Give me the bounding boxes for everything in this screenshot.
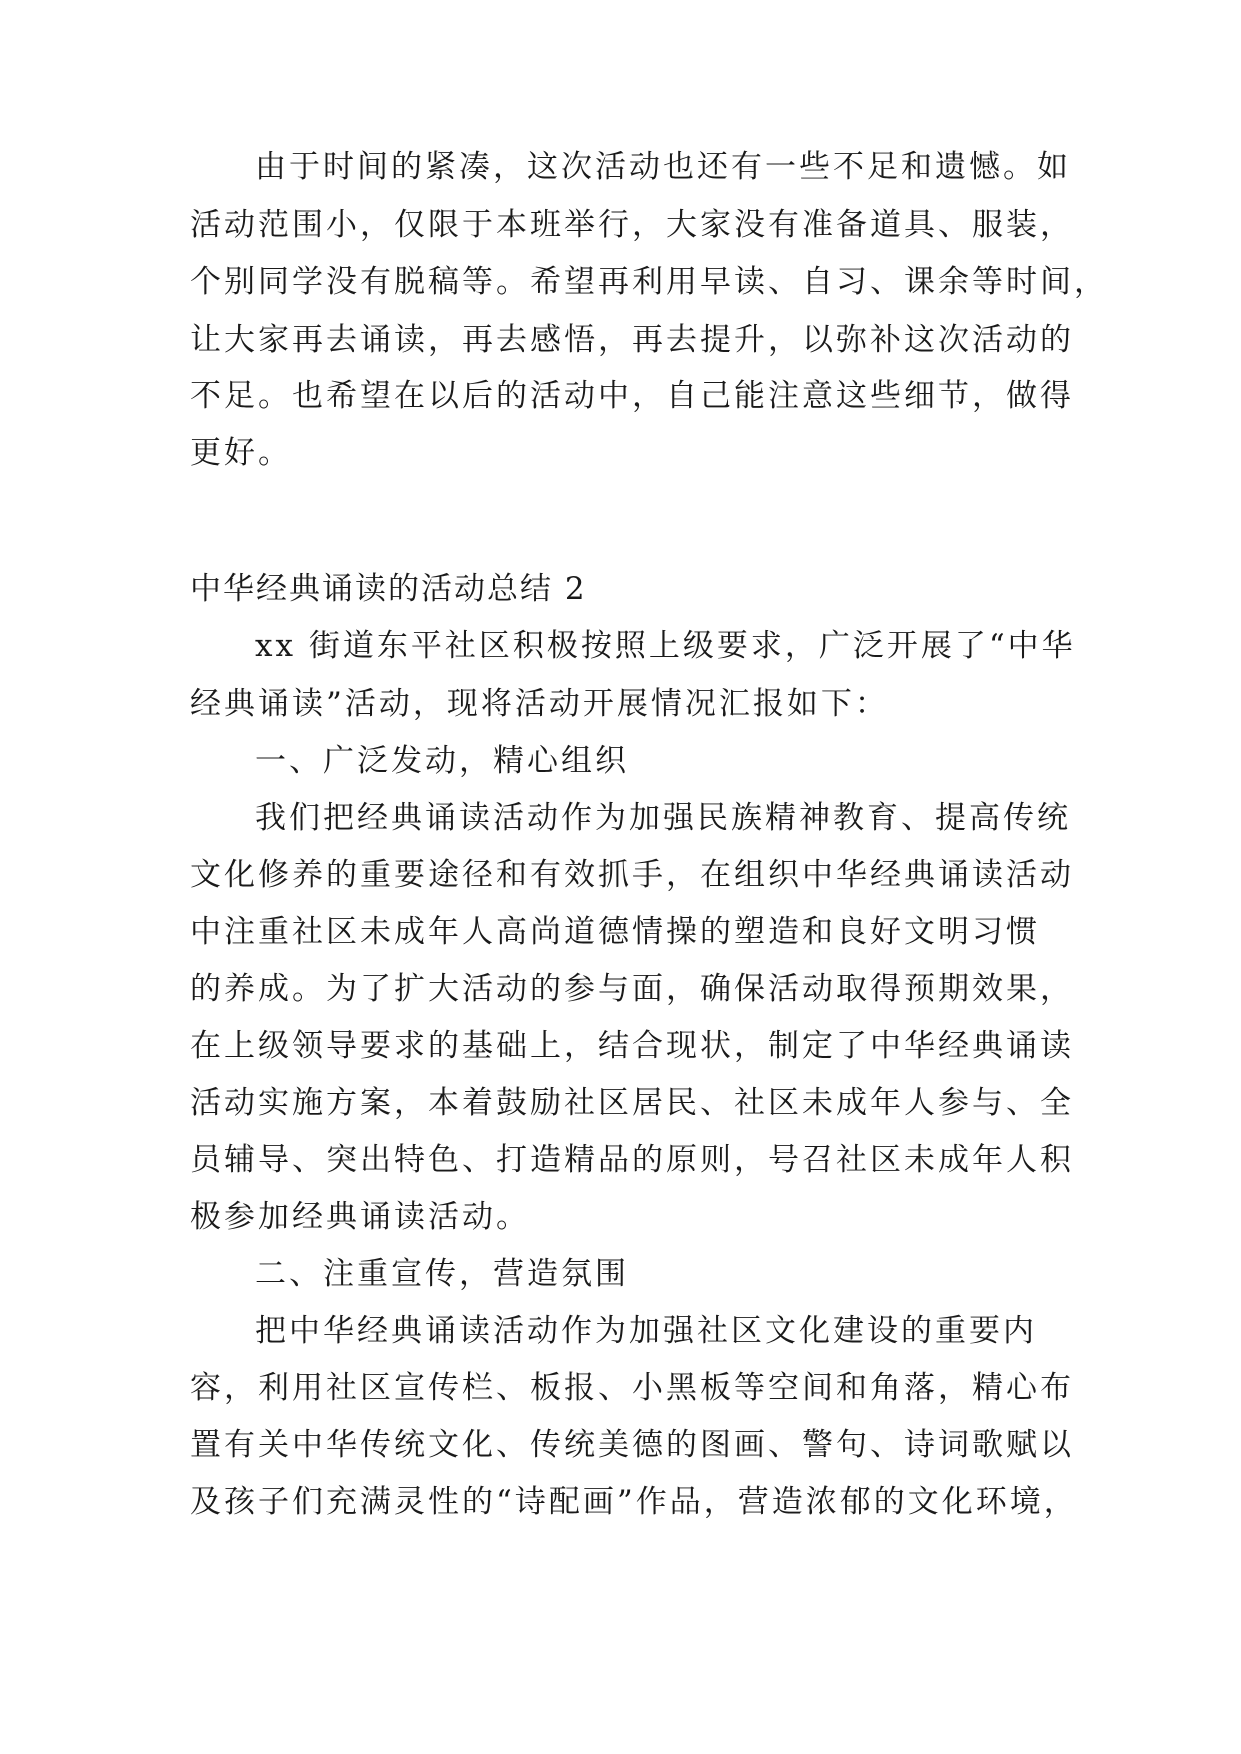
paragraph-line: 员辅导、突出特色、打造精品的原则，号召社区未成年人积 [190, 1142, 1074, 1178]
paragraph-line: 活动范围小，仅限于本班举行，大家没有准备道具、服装， [190, 207, 1074, 243]
paragraph-line: xx 街道东平社区积极按照上级要求，广泛开展了“中华 [255, 628, 1076, 664]
section-heading: 二、注重宣传，营造氛围 [255, 1256, 629, 1292]
paragraph-line: 让大家再去诵读，再去感悟，再去提升，以弥补这次活动的 [190, 322, 1074, 358]
paragraph-line: 由于时间的紧凑，这次活动也还有一些不足和遗憾。如 [255, 149, 1071, 185]
paragraph-line: 极参加经典诵读活动。 [190, 1199, 530, 1235]
paragraph-line: 在上级领导要求的基础上，结合现状，制定了中华经典诵读 [190, 1028, 1074, 1064]
paragraph-line: 不足。也希望在以后的活动中，自己能注意这些细节，做得 [190, 378, 1074, 414]
paragraph-line: 我们把经典诵读活动作为加强民族精神教育、提高传统 [255, 800, 1071, 836]
section-heading: 一、广泛发动，精心组织 [255, 743, 629, 779]
paragraph-line: 容，利用社区宣传栏、板报、小黑板等空间和角落，精心布 [190, 1370, 1074, 1406]
paragraph-line: 经典诵读”活动，现将活动开展情况汇报如下： [190, 686, 889, 722]
paragraph-line: 的养成。为了扩大活动的参与面，确保活动取得预期效果， [190, 971, 1074, 1007]
paragraph-line: 更好。 [190, 435, 292, 471]
section-title: 中华经典诵读的活动总结 2 [190, 571, 587, 607]
paragraph-line: 个别同学没有脱稿等。希望再利用早读、自习、课余等时间， [190, 264, 1108, 300]
paragraph-line: 活动实施方案，本着鼓励社区居民、社区未成年人参与、全 [190, 1085, 1074, 1121]
paragraph-line: 把中华经典诵读活动作为加强社区文化建设的重要内 [255, 1313, 1037, 1349]
paragraph-line: 中注重社区未成年人高尚道德情操的塑造和良好文明习惯 [190, 914, 1040, 950]
paragraph-line: 文化修养的重要途径和有效抓手，在组织中华经典诵读活动 [190, 857, 1074, 893]
paragraph-line: 置有关中华传统文化、传统美德的图画、警句、诗词歌赋以 [190, 1427, 1074, 1463]
paragraph-line: 及孩子们充满灵性的“诗配画”作品，营造浓郁的文化环境， [190, 1484, 1078, 1520]
